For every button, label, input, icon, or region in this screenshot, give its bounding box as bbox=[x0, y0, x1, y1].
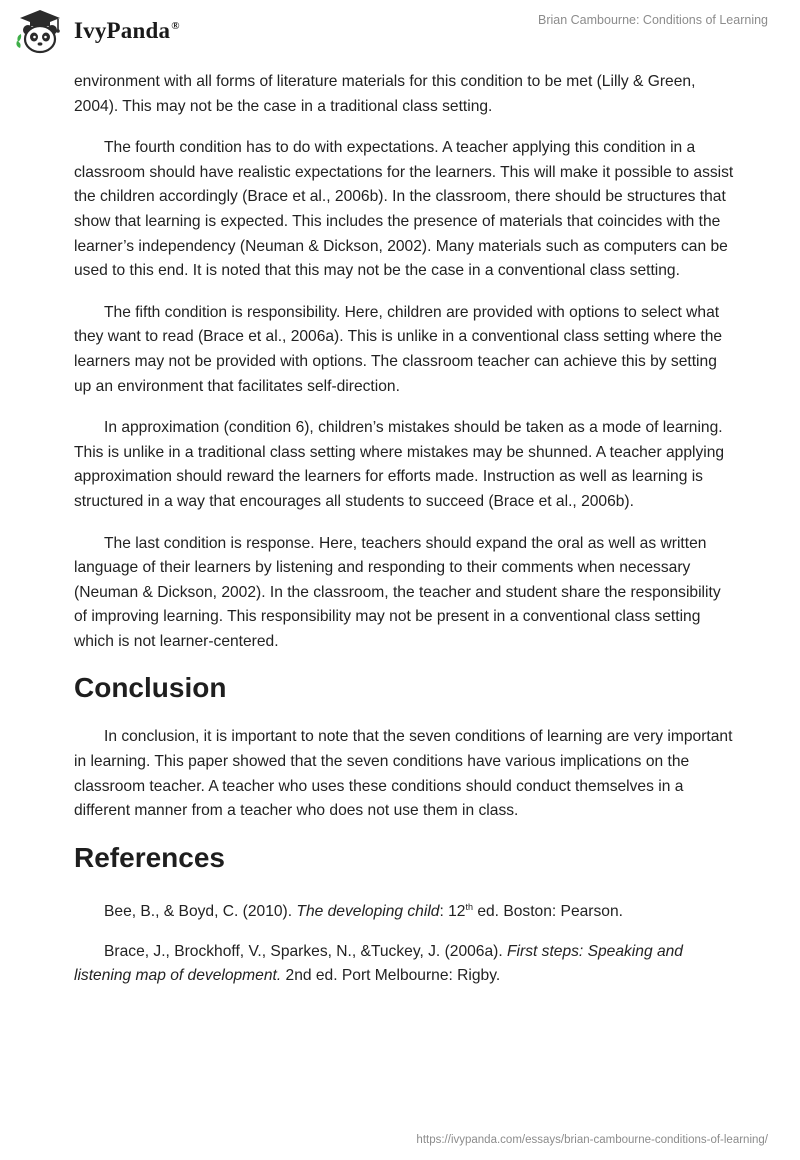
panda-graduate-icon bbox=[14, 8, 66, 54]
references-heading: References bbox=[74, 841, 225, 873]
conclusion-paragraph: In conclusion, it is important to note that the seven conditions of learning are very important in learning. This paper showed that the seven conditions have various implications on the classroom teacher. A teacher who uses these conditions should conduct themselves in a different manner from a teacher who does not use them in class. bbox=[74, 728, 733, 820]
conclusion-heading: Conclusion bbox=[74, 672, 227, 704]
logo-text: IvyPanda® bbox=[74, 18, 180, 43]
paragraph: In approximation (condition 6), children’s mistakes should be taken as a mode of learning. This is unlike in a traditional class setting where mistakes may be shunned. A teacher applying approximation should reward the learners for efforts made. Instruction as well as learning is structured in a way that encourages all students to succeed (Brace et al., 2006b). bbox=[74, 419, 725, 510]
paragraph: The last condition is response. Here, teachers should expand the oral as well as written language of their learners by listening and responding to their comments when necessary (Neuman & Dickson, 2002). In the classroom, the teacher and student share the responsibility of improving learning. This responsibility may not be present in a conventional class setting which is not learner-centered. bbox=[74, 534, 721, 650]
essay-content bbox=[74, 70, 734, 1004]
paragraph: environment with all forms of literature materials for this condition to be met (Lilly & Green, 2004). This may not be the case in a traditional class setting. bbox=[74, 73, 696, 115]
paragraph: The fourth condition has to do with expectations. A teacher applying this condition in a classroom should have realistic expectations for the learners. This will make it possible to assist the children accordingly (Brace et al., 2006b). In the classroom, there should be structures that show that learning is expected. This includes the presence of materials that coincides with the learner’s independency (Neuman & Dickson, 2002). Many materials such as computers can be used to this end. It is noted that this may not be the case in a conventional class setting. bbox=[74, 139, 734, 280]
source-url[interactable]: https://ivypanda.com/essays/brian-cambourne-conditions-of-learning/ bbox=[416, 1134, 768, 1146]
reference-item: Bee, B., & Boyd, C. (2010). The developing child: 12th ed. Boston: Pearson. bbox=[104, 901, 623, 921]
reference-title: First steps: Speaking and listening map of development. bbox=[74, 942, 683, 985]
reference-item: Brace, J., Brockhoff, V., Sparkes, N., &Tuckey, J. (2006a). First steps: Speaking and listening map of development. 2nd ed. Port Melbourne: Rigby. bbox=[74, 942, 683, 985]
reference-title: The developing child bbox=[296, 903, 440, 921]
ivypanda-logo[interactable] bbox=[14, 8, 180, 54]
paragraph: The fifth condition is responsibility. Here, children are provided with options to select what they want to read (Brace et al., 2006a). This is unlike in a conventional class setting where the learners may not be provided with options. The classroom teacher can achieve this by setting up an environment that facilitates self-direction. bbox=[74, 303, 723, 395]
running-title: Brian Cambourne: Conditions of Learning bbox=[538, 13, 768, 27]
page-header bbox=[0, 0, 800, 70]
